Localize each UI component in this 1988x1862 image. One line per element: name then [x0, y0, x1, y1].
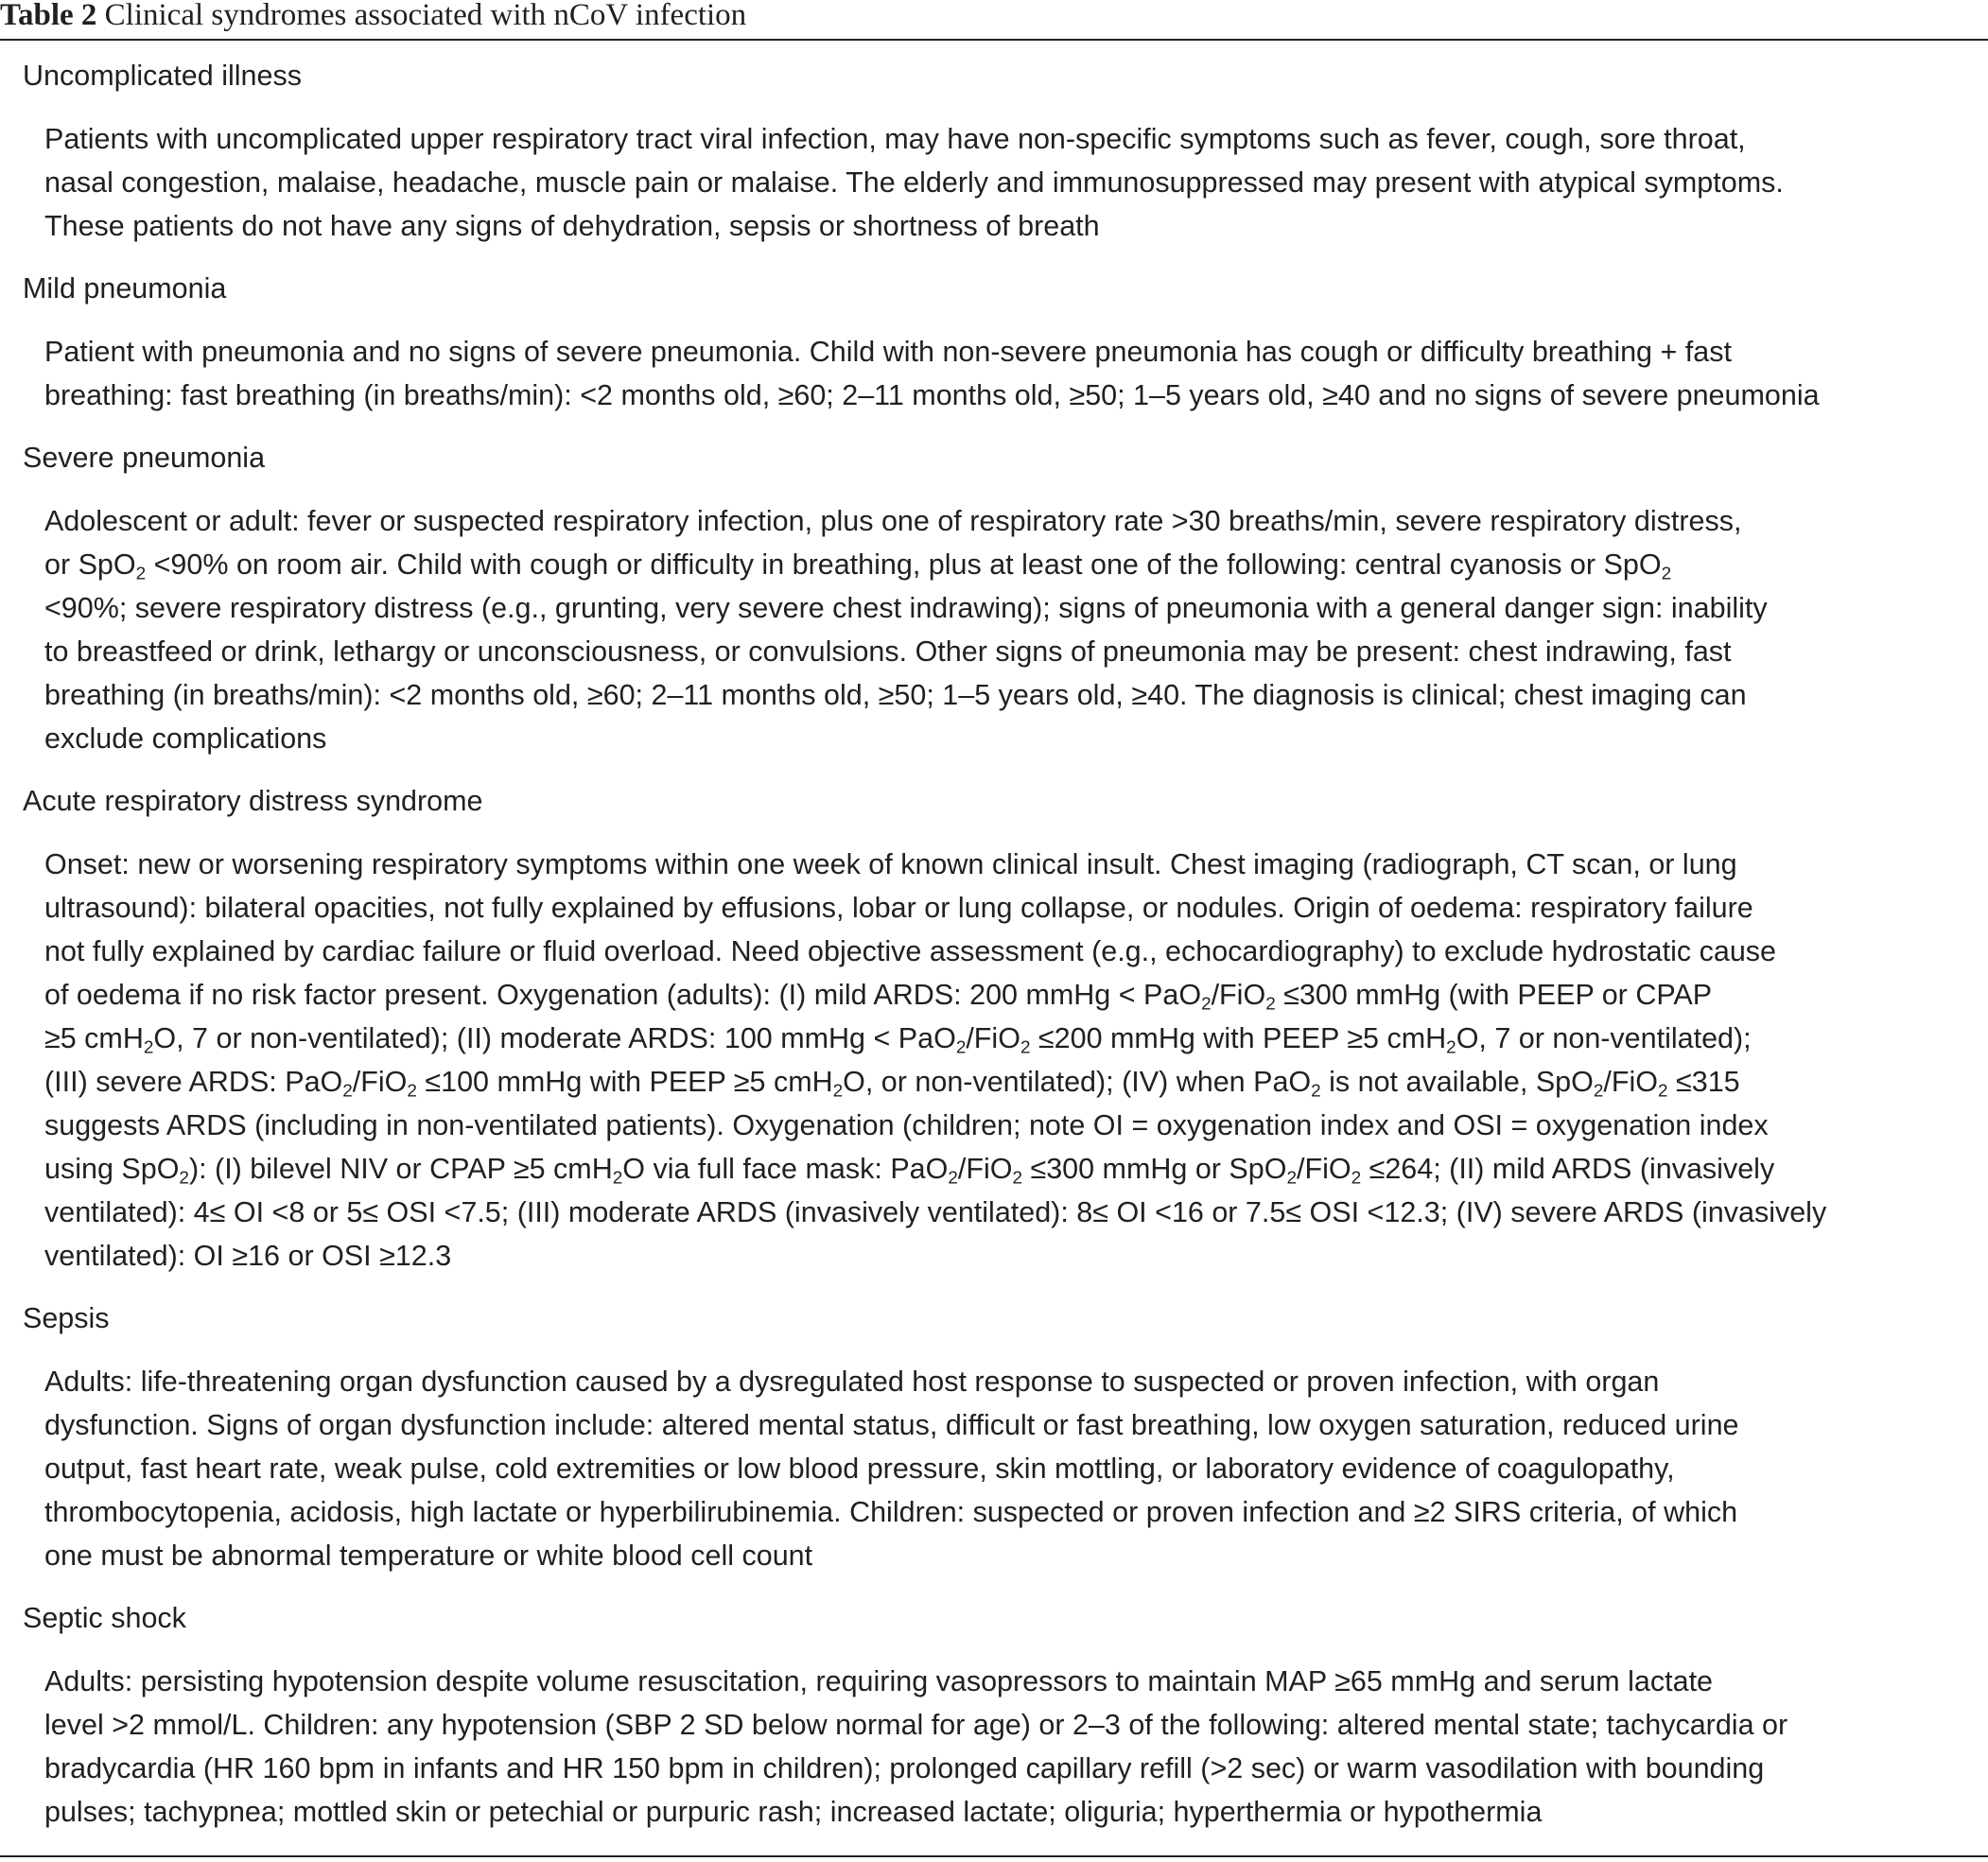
table-title: Clinical syndromes associated with nCoV infection: [104, 0, 747, 32]
description-line: thrombocytopenia, acidosis, high lactate or hyperbilirubinemia. Children: suspected or proven infection and ≥2 SIRS criteria, of which: [44, 1496, 1738, 1528]
subscript: 2: [1446, 1037, 1456, 1058]
description-line: pulses; tachypnea; mottled skin or petechial or purpuric rash; increased lactate; oliguria; hyperthermia or hypothermia: [44, 1796, 1543, 1828]
table-label: Table 2: [0, 0, 97, 32]
syndrome-description: [0, 843, 1988, 1278]
subscript: 2: [179, 1168, 189, 1189]
description-line: suggests ARDS (including in non-ventilated patients). Oxygenation (children; note OI = oxygenation index and OSI = oxygenation index: [44, 1109, 1769, 1141]
subscript: 2: [948, 1168, 958, 1189]
subscript: 2: [955, 1037, 967, 1058]
subscript: 2: [1020, 1037, 1031, 1058]
description-line: level >2 mmol/L. Children: any hypotension (SBP 2 SD below normal for age) or 2–3 of the following: altered mental state; tachycardia or: [44, 1709, 1788, 1741]
description-line: bradycardia (HR 160 bpm in infants and HR 150 bpm in children); prolonged capillary refill (>2 sec) or warm vasodilation with bounding: [44, 1752, 1765, 1784]
description-line: ventilated): OI ≥16 or OSI ≥12.3: [44, 1240, 452, 1272]
description-line: ultrasound): bilateral opacities, not fully explained by effusions, lobar or lung collapse, or nodules. Origin of oedema: respiratory failure: [44, 892, 1753, 924]
syndrome-description: [0, 330, 1988, 417]
subscript: 2: [1201, 994, 1212, 1015]
subscript: 2: [832, 1081, 844, 1102]
description-line: not fully explained by cardiac failure or fluid overload. Need objective assessment (e.g., echocardiography) to exclude hydrostatic cause: [44, 935, 1776, 967]
description-line: dysfunction. Signs of organ dysfunction include: altered mental status, difficult or fast breathing, low oxygen saturation, reduced urine: [44, 1409, 1739, 1441]
description-line: Adults: life-threatening organ dysfunction caused by a dysregulated host response to suspected or proven infection, with organ: [44, 1366, 1660, 1398]
description-line: Patient with pneumonia and no signs of severe pneumonia. Child with non-severe pneumonia has cough or difficulty breathing + fast: [44, 336, 1732, 368]
syndrome-description: [0, 1660, 1988, 1834]
description-line: using SpO$_2$): (I) bilevel NIV or CPAP ≥5 cmH$_2$O via full face mask: PaO$_2$/FiO$_2$ ≤300 mmHg or SpO$_2$/FiO$_2$ ≤264; (II) mild ARDS (invasively: [44, 1153, 1775, 1189]
description-line: ventilated): 4≤ OI <8 or 5≤ OSI <7.5; (III) moderate ARDS (invasively ventilated): 8≤ OI <16 or 7.5≤ OSI <12.3; (IV) severe ARDS (invasively: [44, 1196, 1827, 1228]
subscript: 2: [143, 1037, 154, 1058]
subscript: 2: [1311, 1081, 1321, 1102]
subscript: 2: [612, 1168, 623, 1189]
description-line: These patients do not have any signs of dehydration, sepsis or shortness of breath: [44, 210, 1100, 242]
description-line: <90%; severe respiratory distress (e.g., grunting, very severe chest indrawing); signs of pneumonia with a general danger sign: inability: [44, 592, 1768, 624]
subscript: 2: [1593, 1081, 1604, 1102]
subscript: 2: [1351, 1168, 1362, 1189]
syndrome-heading: Septic shock: [23, 1602, 186, 1634]
subscript: 2: [1661, 564, 1672, 584]
description-line: Patients with uncomplicated upper respiratory tract viral infection, may have non-specific symptoms such as fever, cough, sore throat,: [44, 123, 1746, 155]
description-line: Adolescent or adult: fever or suspected respiratory infection, plus one of respiratory rate >30 breaths/min, severe respiratory distress,: [44, 505, 1742, 537]
syndrome-description: [0, 1360, 1988, 1577]
top-rule: [0, 39, 1988, 41]
description-line: output, fast heart rate, weak pulse, cold extremities or low blood pressure, skin mottling, or laboratory evidence of coagulopathy,: [44, 1453, 1675, 1485]
subscript: 2: [342, 1081, 353, 1102]
syndrome-heading: Sepsis: [23, 1302, 110, 1334]
syndrome-heading: Severe pneumonia: [23, 442, 266, 474]
description-line: Onset: new or worsening respiratory symptoms within one week of known clinical insult. Chest imaging (radiograph, CT scan, or lung: [44, 848, 1737, 880]
description-line: Adults: persisting hypotension despite volume resuscitation, requiring vasopressors to maintain MAP ≥65 mmHg and serum lactate: [44, 1665, 1714, 1697]
bottom-rule: [0, 1855, 1988, 1857]
subscript: 2: [1658, 1081, 1668, 1102]
description-line: ≥5 cmH$_2$O, 7 or non-ventilated); (II) moderate ARDS: 100 mmHg < PaO$_2$/FiO$_2$ ≤200 mmHg with PEEP ≥5 cmH$_2$O, 7 or non-ventilated);: [44, 1022, 1752, 1058]
subscript: 2: [135, 564, 147, 584]
syndrome-heading: Uncomplicated illness: [23, 60, 302, 92]
table-caption: [0, 0, 1988, 40]
subscript: 2: [407, 1081, 417, 1102]
syndrome-description: [0, 499, 1988, 760]
description-line: (III) severe ARDS: PaO$_2$/FiO$_2$ ≤100 mmHg with PEEP ≥5 cmH$_2$O, or non-ventilated); (IV) when PaO$_2$ is not available, SpO$_2$/FiO$_2$ ≤315: [44, 1066, 1740, 1102]
description-line: to breastfeed or drink, lethargy or unconsciousness, or convulsions. Other signs of pneumonia may be present: chest indrawing, fast: [44, 635, 1732, 668]
description-line: exclude complications: [44, 722, 327, 755]
description-line: of oedema if no risk factor present. Oxygenation (adults): (I) mild ARDS: 200 mmHg < PaO$_2$/FiO$_2$ ≤300 mmHg (with PEEP or CPAP: [44, 979, 1713, 1015]
table-body: [0, 54, 1988, 1853]
subscript: 2: [1286, 1168, 1297, 1189]
syndrome-description: [0, 117, 1988, 248]
description-line: breathing (in breaths/min): <2 months old, ≥60; 2–11 months old, ≥50; 1–5 years old, ≥40. The diagnosis is clinical; chest imaging can: [44, 679, 1747, 711]
description-line: nasal congestion, malaise, headache, muscle pain or malaise. The elderly and immunosuppressed may present with atypical symptoms.: [44, 166, 1784, 199]
subscript: 2: [1265, 994, 1276, 1015]
description-line: breathing: fast breathing (in breaths/min): <2 months old, ≥60; 2–11 months old, ≥50; 1–5 years old, ≥40 and no signs of severe pneumonia: [44, 379, 1820, 411]
syndrome-heading: Acute respiratory distress syndrome: [23, 785, 483, 817]
description-line: or SpO$_2$ <90% on room air. Child with cough or difficulty in breathing, plus at least one of the following: central cyanosis or SpO$_2$: [44, 548, 1672, 584]
syndrome-heading: Mild pneumonia: [23, 272, 227, 305]
subscript: 2: [1012, 1168, 1022, 1189]
description-line: one must be abnormal temperature or white blood cell count: [44, 1540, 813, 1572]
